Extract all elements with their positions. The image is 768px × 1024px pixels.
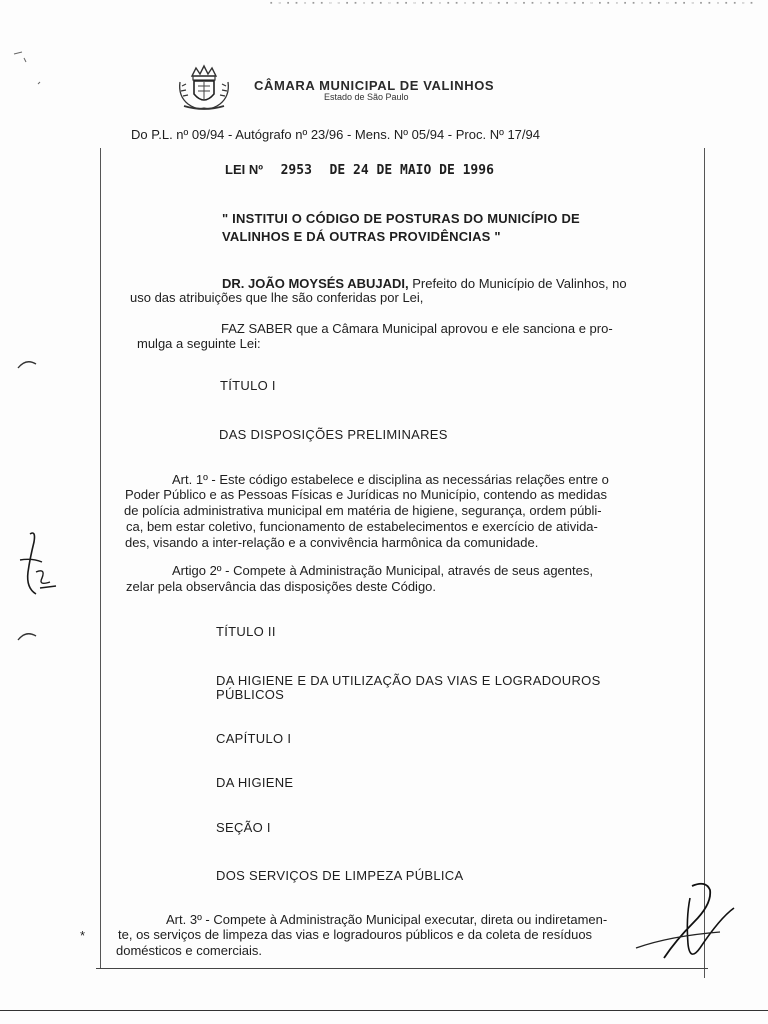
art1-line-5: des, visando a inter-relação e a convivência harmônica da comunidade.: [125, 535, 539, 550]
titulo-1: TÍTULO I: [220, 378, 276, 393]
capitulo-1-name: DA HIGIENE: [216, 775, 294, 790]
margin-arc-mark: [16, 628, 40, 644]
law-heading: [225, 162, 494, 178]
document-frame-bottom: [96, 968, 708, 969]
titulo-2-name-line-2: PÚBLICOS: [216, 687, 285, 702]
art1-line-1: Art. 1º - Este código estabelece e disciplina as necessárias relações entre o: [172, 472, 609, 487]
process-reference: Do P.L. nº 09/94 - Autógrafo nº 23/96 - Mens. Nº 05/94 - Proc. Nº 17/94: [131, 127, 540, 142]
secao-1: SEÇÃO I: [216, 820, 271, 835]
margin-asterisk: *: [80, 928, 86, 943]
art3-line-3: domésticos e comerciais.: [116, 943, 262, 958]
art1-line-3: de polícia administrativa municipal em matéria de higiene, segurança, ordem públi-: [124, 503, 602, 518]
law-label: LEI Nº: [225, 162, 263, 177]
coat-of-arms-icon: [176, 62, 232, 112]
art2-line-1: Artigo 2º - Compete à Administração Municipal, através de seus agentes,: [172, 563, 593, 578]
preamble-line-1: [222, 276, 627, 291]
ementa-line-2: VALINHOS E DÁ OUTRAS PROVIDÊNCIAS ": [222, 229, 501, 244]
law-date: DE 24 DE MAIO DE 1996: [329, 163, 494, 178]
state-name: Estado de São Paulo: [324, 92, 409, 102]
art1-line-4: ca, bem estar coletivo, funcionamento de estabelecimentos e exercício de ativida-: [126, 519, 598, 534]
capitulo-1: CAPÍTULO I: [216, 731, 292, 746]
institution-name: CÂMARA MUNICIPAL DE VALINHOS: [254, 78, 495, 93]
titulo-2-name-line-1: DA HIGIENE E DA UTILIZAÇÃO DAS VIAS E LOGRADOUROS: [216, 673, 601, 688]
art2-line-2: zelar pela observância das disposições deste Código.: [126, 579, 437, 594]
secao-1-name: DOS SERVIÇOS DE LIMPEZA PÚBLICA: [216, 868, 464, 883]
margin-arc-mark: [16, 356, 40, 372]
preamble-line-2: uso das atribuições que lhe são conferidas por Lei,: [130, 290, 424, 305]
faz-saber-line-1: FAZ SABER que a Câmara Municipal aprovou e ele sanciona e pro-: [221, 321, 613, 336]
document-frame-right: [704, 148, 705, 978]
mayor-name: DR. JOÃO MOYSÉS ABUJADI,: [222, 276, 409, 291]
law-number: 2953: [280, 163, 312, 178]
document-frame-left: [100, 148, 101, 968]
art3-line-2: te, os serviços de limpeza das vias e logradouros públicos e da coleta de resíduos: [118, 927, 593, 942]
scan-edge-artifact: ▪ ▫ ▪ ▪ ▫ ▪ ▪ ▫ ▫ ▪ ▪ ▫ ▪ ▪ ▫ ▪ ▪ ▫ ▪ ▪ ▫ ▪ ▪ ▫ ▪ ▪ ▫ ▪ ▪ ▫ ▪ ▪ ▫ ▪ ▪ ▫ ▪ ▪ ▫ ▪ ▪ ▫ ▪ ▪ ▫ ▪ ▪ ▫ ▪ ▪ ▫ ▪ ▪ ▫ ▪ ▪ ▫ ▪: [270, 0, 755, 7]
page-edge: [0, 1010, 768, 1011]
signature-icon: [630, 878, 740, 968]
ementa-line-1: " INSTITUI O CÓDIGO DE POSTURAS DO MUNICÍPIO DE: [222, 211, 580, 226]
art3-line-1: Art. 3º - Compete à Administração Municipal executar, direta ou indiretamen-: [166, 912, 608, 927]
titulo-1-name: DAS DISPOSIÇÕES PRELIMINARES: [219, 427, 448, 442]
faz-saber-line-2: mulga a seguinte Lei:: [137, 336, 261, 351]
titulo-2: TÍTULO II: [216, 624, 276, 639]
scan-speck-marks: [10, 40, 50, 100]
preamble-line-1-rest: Prefeito do Município de Valinhos, no: [412, 276, 627, 291]
initials-icon: [6, 528, 62, 604]
art1-line-2: Poder Público e as Pessoas Físicas e Jurídicas no Município, contendo as medidas: [125, 487, 607, 502]
